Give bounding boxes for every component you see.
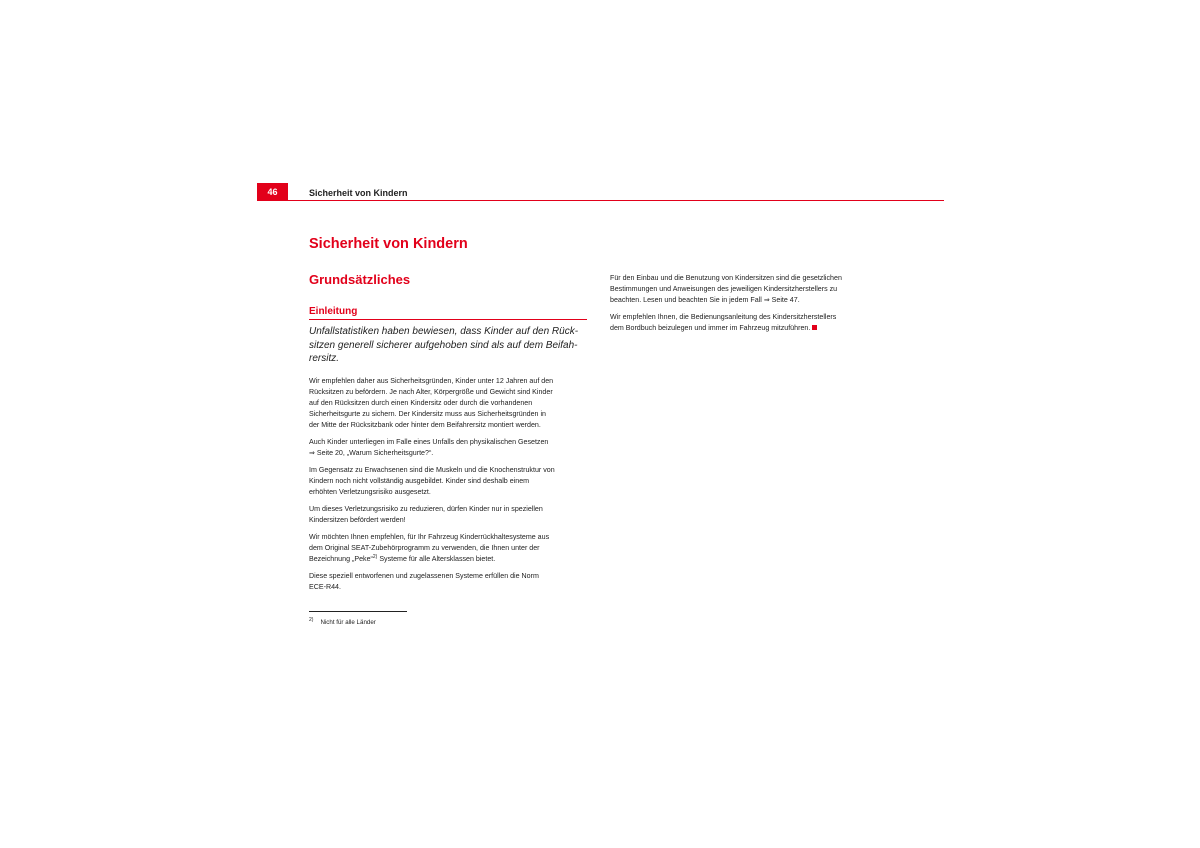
intro-line: sitzen generell sicherer aufgehoben sind als auf dem Beifah-	[309, 339, 578, 351]
paragraph-norm	[309, 571, 591, 593]
footnote-reference[interactable]: 2)	[372, 554, 378, 560]
page-number: 46	[257, 183, 288, 201]
text-line: ECE-R44.	[309, 583, 341, 591]
text-segment: Systeme für alle Altersklassen bietet.	[377, 555, 496, 563]
intro-line: rersitz.	[309, 353, 339, 364]
footnote	[309, 617, 376, 626]
cross-reference-arrow-icon: ⇒	[763, 296, 770, 304]
footnote-text: Nicht für alle Länder	[320, 619, 376, 626]
text-line	[309, 448, 591, 459]
paragraph-manual	[610, 312, 892, 334]
intro-paragraph	[309, 325, 591, 366]
paragraph-muscles	[309, 465, 591, 498]
intro-line: Unfallstatistiken haben bewiesen, dass Kinder auf den Rück-	[309, 326, 579, 337]
text-line: Auch Kinder unterliegen im Falle eines Unfalls den physikalischen Gesetzen	[309, 438, 549, 446]
text-line: Wir möchten Ihnen empfehlen, für Ihr Fahrzeug Kinderrückhaltesysteme aus	[309, 533, 550, 541]
text-line: Kindern noch nicht vollständig ausgebildet. Kinder sind deshalb einem	[309, 477, 530, 485]
text-segment: dem Bordbuch beizulegen und immer im Fahrzeug mitzuführen.	[610, 324, 811, 332]
footnote-divider	[309, 611, 407, 612]
text-line: dem Original SEAT-Zubehörprogramm zu verwenden, die Ihnen unter der	[309, 544, 540, 552]
paragraph-age-recommendation	[309, 376, 591, 431]
cross-reference-arrow-icon: ⇒	[309, 449, 315, 457]
text-line: Kindersitzen befördert werden!	[309, 516, 406, 524]
text-line: Bestimmungen und Anweisungen des jeweiligen Kindersitzherstellers zu	[610, 285, 838, 293]
cross-reference-link[interactable]: Seite 20, „Warum Sicherheitsgurte?“.	[314, 449, 434, 457]
text-segment: Bezeichnung „Peke“	[309, 555, 373, 563]
text-line: Sicherheitsgurte zu sichern. Der Kindersitz muss aus Sicherheitsgründen in	[309, 410, 546, 418]
paragraph-risk	[309, 504, 591, 526]
text-line: Im Gegensatz zu Erwachsenen sind die Muskeln und die Knochenstruktur von	[309, 466, 555, 474]
header-divider	[257, 200, 944, 201]
text-line: erhöhten Verletzungsrisiko ausgesetzt.	[309, 488, 431, 496]
subsection-title: Einleitung	[309, 306, 358, 317]
cross-reference-link[interactable]: Seite 47.	[769, 296, 800, 304]
text-line: Wir empfehlen Ihnen, die Bedienungsanleitung des Kindersitzherstellers	[610, 313, 837, 321]
paragraph-seat-accessories	[309, 532, 591, 565]
text-line: Für den Einbau und die Benutzung von Kindersitzen sind die gesetzlichen	[610, 274, 842, 282]
text-line	[309, 554, 591, 565]
running-header-title: Sicherheit von Kindern	[309, 188, 408, 198]
footnote-mark: 2)	[309, 617, 314, 623]
chapter-title: Sicherheit von Kindern	[309, 236, 468, 252]
paragraph-physics	[309, 437, 591, 459]
text-line	[610, 323, 892, 334]
text-line: auf den Rücksitzen durch einen Kindersitz oder durch die vorhandenen	[309, 399, 533, 407]
paragraph-installation	[610, 273, 892, 306]
right-column-body	[610, 273, 892, 340]
subsection-divider	[309, 319, 587, 320]
left-column-body	[309, 376, 591, 599]
text-line: Um dieses Verletzungsrisiko zu reduzieren, dürfen Kinder nur in speziellen	[309, 505, 543, 513]
text-line: der Mitte der Rücksitzbank oder hinter dem Beifahrersitz montiert werden.	[309, 421, 541, 429]
text-line: Wir empfehlen daher aus Sicherheitsgründen, Kinder unter 12 Jahren auf den	[309, 377, 554, 385]
section-end-marker-icon	[812, 325, 817, 330]
text-line	[610, 295, 892, 306]
section-title: Grundsätzliches	[309, 272, 411, 287]
text-segment: beachten. Lesen und beachten Sie in jedem Fall	[610, 296, 764, 304]
text-line: Rücksitzen zu befördern. Je nach Alter, Körpergröße und Gewicht sind Kinder	[309, 388, 553, 396]
text-line: Diese speziell entworfenen und zugelassenen Systeme erfüllen die Norm	[309, 572, 539, 580]
